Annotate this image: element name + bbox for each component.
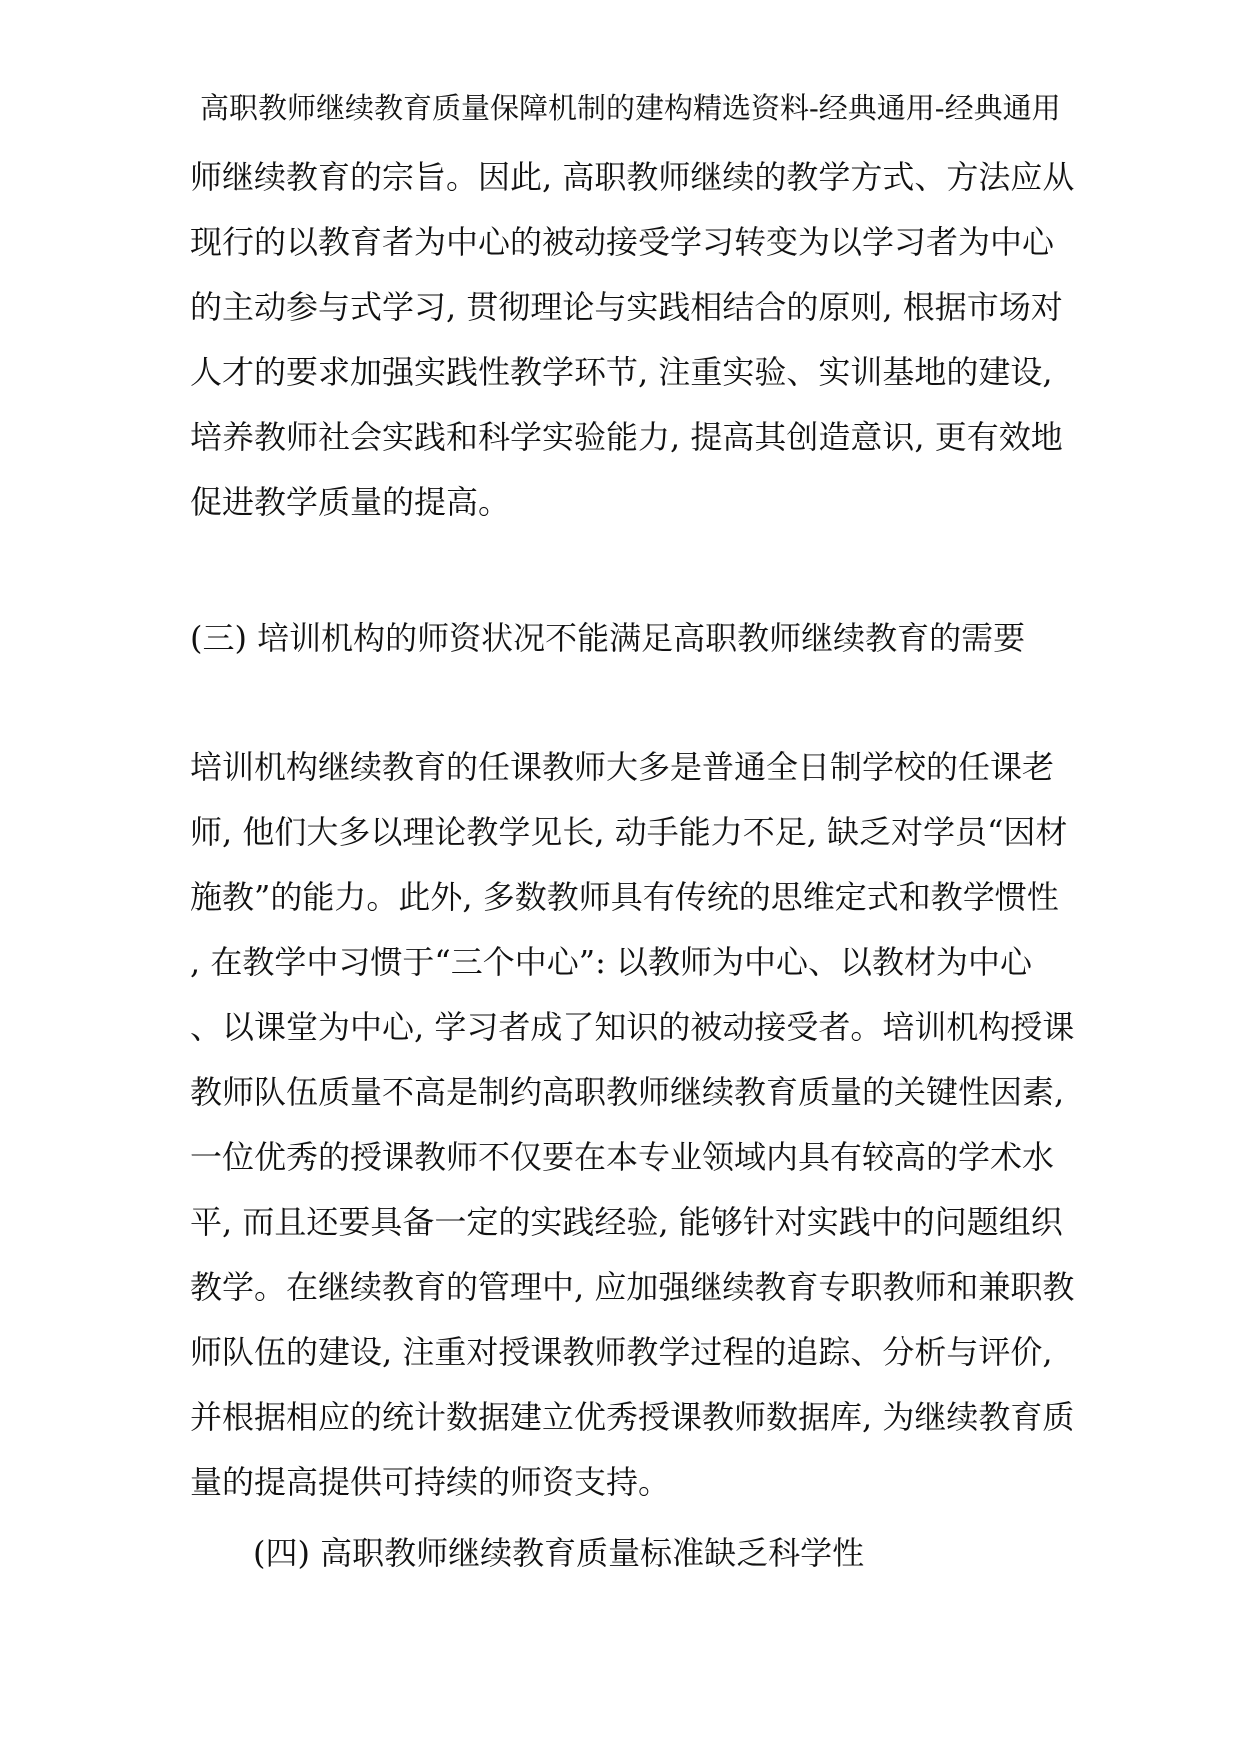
paragraph-2 xyxy=(190,735,1075,1515)
text-line: 教师队伍质量不高是制约高职教师继续教育质量的关键性因素, xyxy=(190,1073,1065,1111)
text-line: 教学。在继续教育的管理中, 应加强继续教育专职教师和兼职教 xyxy=(190,1268,1075,1306)
text-line: 促进教学质量的提高。 xyxy=(190,483,511,521)
section-heading-4: (四) 高职教师继续教育质量标准缺乏科学性 xyxy=(253,1534,865,1572)
text-line: 的主动参与式学习, 贯彻理论与实践相结合的原则, 根据市场对 xyxy=(190,288,1063,326)
text-line: 平, 而且还要具备一定的实践经验, 能够针对实践中的问题组织 xyxy=(190,1203,1063,1241)
text-line: 人才的要求加强实践性教学环节, 注重实验、实训基地的建设, xyxy=(190,353,1053,391)
text-line: 师继续教育的宗旨。因此, 高职教师继续的教学方式、方法应从 xyxy=(190,158,1075,196)
text-line: 现行的以教育者为中心的被动接受学习转变为以学习者为中心 xyxy=(190,223,1055,261)
text-line: 一位优秀的授课教师不仅要在本专业领域内具有较高的学术水 xyxy=(190,1138,1055,1176)
text-line: 、以课堂为中心, 学习者成了知识的被动接受者。培训机构授课 xyxy=(190,1008,1075,1046)
section-heading-3: (三) 培训机构的师资状况不能满足高职教师继续教育的需要 xyxy=(190,619,1026,657)
text-line: 施教”的能力。此外, 多数教师具有传统的思维定式和教学惯性 xyxy=(190,878,1059,916)
text-line: 并根据相应的统计数据建立优秀授课教师数据库, 为继续教育质 xyxy=(190,1398,1075,1436)
page-header: 高职教师继续教育质量保障机制的建构精选资料-经典通用-经典通用 xyxy=(200,91,1061,125)
paragraph-1 xyxy=(190,145,1075,535)
text-line: , 在教学中习惯于“三个中心”: 以教师为中心、以教材为中心 xyxy=(190,943,1033,981)
text-line: 师, 他们大多以理论教学见长, 动手能力不足, 缺乏对学员“因材 xyxy=(190,813,1068,851)
text-line: 培训机构继续教育的任课教师大多是普通全日制学校的任课老 xyxy=(190,748,1055,786)
text-line: 培养教师社会实践和科学实验能力, 提高其创造意识, 更有效地 xyxy=(190,418,1063,456)
text-line: 量的提高提供可持续的师资支持。 xyxy=(190,1463,671,1501)
text-line: 师队伍的建设, 注重对授课教师教学过程的追踪、分析与评价, xyxy=(190,1333,1053,1371)
